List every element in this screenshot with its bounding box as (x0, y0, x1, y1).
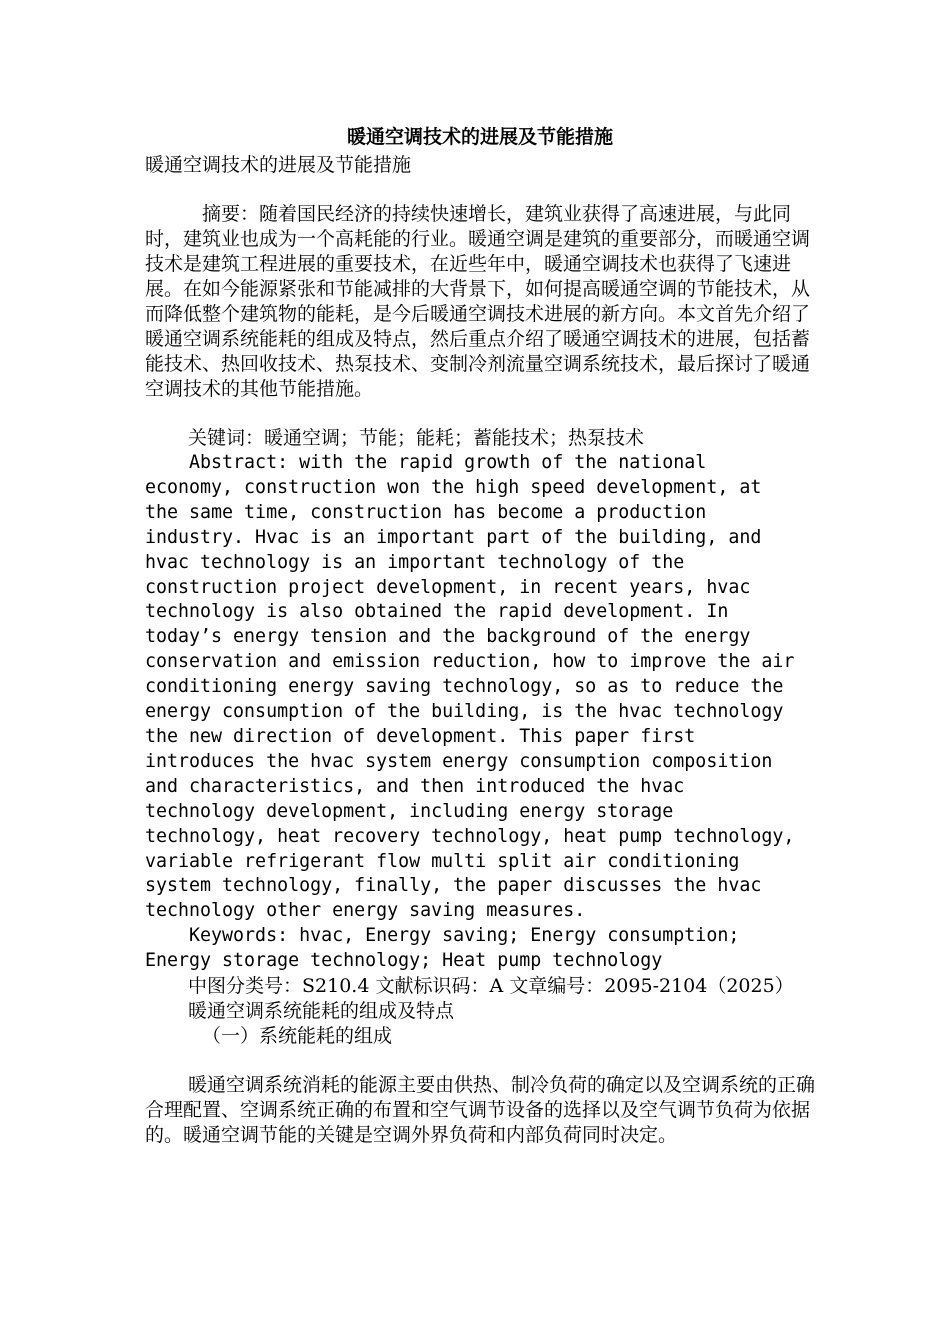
abstract-english-line: Abstract: with the rapid growth of the national (145, 452, 707, 473)
abstract-english-line: introduces the hvac system energy consumption composition (145, 750, 773, 772)
abstract-english-line: technology is also obtained the rapid development. In (145, 601, 729, 623)
abstract-english (145, 451, 815, 924)
abstract-english-line: conditioning energy saving technology, so as to reduce the (145, 676, 784, 698)
abstract-english-line: the same time, construction has become a production (145, 501, 707, 523)
abstract-english-line: construction project development, in recent years, hvac (145, 576, 751, 598)
abstract-english-line: technology development, including energy storage (145, 800, 674, 822)
document-title: 暖通空调技术的进展及节能措施 (346, 126, 613, 148)
abstract-english-line: and characteristics, and then introduced the hvac (145, 775, 685, 797)
keywords-english-line: Energy storage technology; Heat pump technology (145, 950, 663, 972)
subsection-heading: （一）系统能耗的组成 (202, 1025, 393, 1048)
abstract-english-line: technology other energy saving measures. (145, 900, 586, 922)
abstract-english-line: variable refrigerant flow multi split air conditioning (145, 850, 740, 872)
abstract-english-line: industry. Hvac is an important part of the building, and (145, 526, 762, 548)
keywords-english-line: Keywords: hvac, Energy saving; Energy consumption; (145, 925, 740, 947)
abstract-english-line: technology, heat recovery technology, heat pump technology, (145, 825, 795, 847)
abstract-english-line: today’s energy tension and the background of the energy (145, 626, 751, 648)
abstract-english-line: the new direction of development. This paper first (145, 725, 696, 747)
abstract-chinese: 摘要：随着国民经济的持续快速增长，建筑业获得了高速进展，与此同时，建筑业也成为一个高耗能的行业。暖通空调是建筑的重要部分，而暖通空调技术是建筑工程进展的重要技术，在近些年中，暖通空调技术也获得了飞速进展。在如今能源紧张和节能减排的大背景下，如何提高暖通空调的节能技术，从而降低整个建筑物的能耗，是今后暖通空调技术进展的新方向。本文首先介绍了暖通空调系统能耗的组成及特点，然后重点介绍了暖通空调技术的进展，包括蓄能技术、热回收技术、热泵技术、变制冷剂流量空调系统技术，最后探讨了暖通空调技术的其他节能措施。 (145, 203, 811, 400)
keywords-english (145, 924, 815, 974)
abstract-english-line: system technology, finally, the paper discusses the hvac (145, 875, 762, 897)
keywords-chinese: 关键词：暖通空调；节能；能耗；蓄能技术；热泵技术 (188, 427, 645, 449)
abstract-english-line: energy consumption of the building, is the hvac technology (145, 701, 784, 723)
abstract-english-line: conservation and emission reduction, how to improve the air (145, 651, 795, 673)
document-page (145, 122, 815, 1148)
section-heading: 暖通空调系统能耗的组成及特点 (188, 1000, 455, 1023)
abstract-english-line: hvac technology is an important technology of the (145, 551, 685, 573)
classification-line: 中图分类号：S210.4 文献标识码：A 文章编号：2095-2104（2025） (188, 975, 794, 998)
document-subtitle: 暖通空调技术的进展及节能措施 (145, 154, 412, 176)
abstract-english-line: economy, construction won the high speed development, at (145, 476, 762, 498)
body-paragraph: 暖通空调系统消耗的能源主要由供热、制冷负荷的确定以及空调系统的正确合理配置、空调系统正确的布置和空气调节设备的选择以及空气调节负荷为依据的。暖通空调节能的关键是空调外界负荷和内部负荷同时决定。 (145, 1074, 816, 1147)
